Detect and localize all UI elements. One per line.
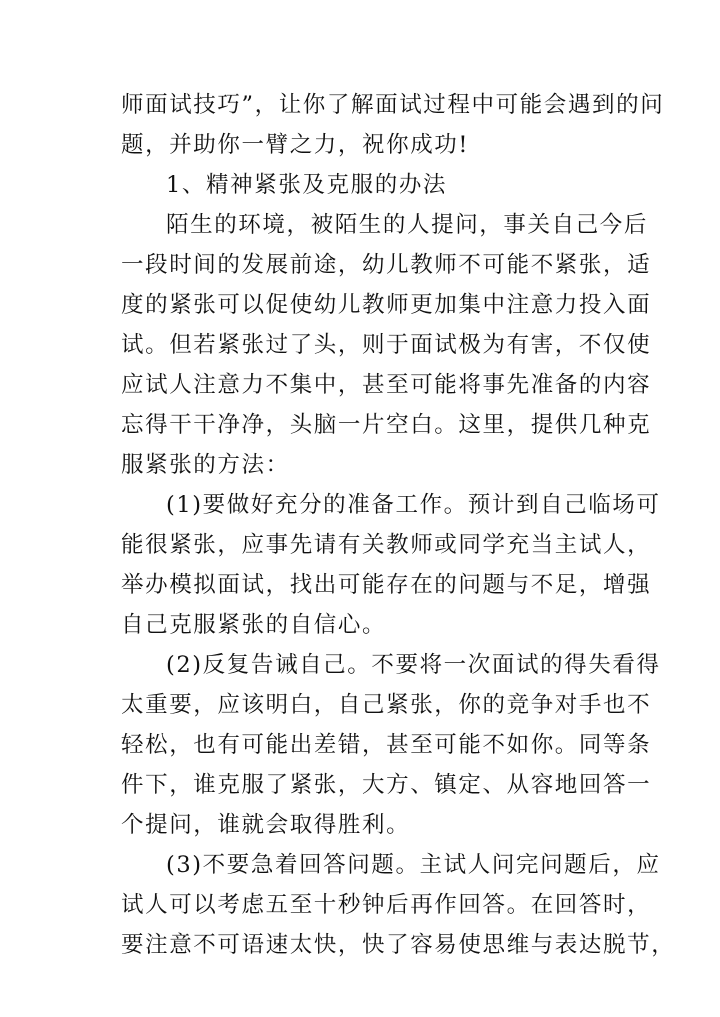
- text-line: 度的紧张可以促使幼儿教师更加集中注意力投入面: [121, 292, 652, 318]
- text-line: 应试人注意力不集中，甚至可能将事先准备的内容: [121, 372, 652, 398]
- text-line: 轻松，也有可能出差错，甚至可能不如你。同等条: [121, 732, 652, 758]
- text-line: 师面试技巧”，让你了解面试过程中可能会遇到的问: [121, 92, 665, 118]
- text-line: 太重要，应该明白，自己紧张，你的竞争对手也不: [121, 692, 652, 718]
- section-heading: 1、精神紧张及克服的办法: [166, 172, 448, 198]
- text-line: (3)不要急着回答问题。主试人问完问题后，应: [166, 852, 661, 878]
- text-line: 自己克服紧张的自信心。: [121, 612, 387, 638]
- text-line: 试人可以考虑五至十秒钟后再作回答。在回答时，: [121, 892, 652, 918]
- text-line: 陌生的环境，被陌生的人提问，事关自己今后: [166, 212, 649, 238]
- text-line: 能很紧张，应事先请有关教师或同学充当主试人，: [121, 532, 652, 558]
- text-line: 忘得干干净净，头脑一片空白。这里，提供几种克: [121, 412, 652, 438]
- text-line: 一段时间的发展前途，幼儿教师不可能不紧张，适: [121, 252, 652, 278]
- text-line: (2)反复告诫自己。不要将一次面试的得失看得: [166, 652, 661, 678]
- text-line: 件下，谁克服了紧张，大方、镇定、从容地回答一: [121, 772, 652, 798]
- text-line: (1)要做好充分的准备工作。预计到自己临场可: [166, 492, 661, 518]
- text-line: 服紧张的方法：: [121, 452, 290, 478]
- text-line: 题，并助你一臂之力，祝你成功!: [121, 132, 470, 158]
- text-line: 要注意不可语速太快，快了容易使思维与表达脱节，: [121, 932, 676, 958]
- text-line: 举办模拟面试，找出可能存在的问题与不足，增强: [121, 572, 652, 598]
- text-line: 个提问，谁就会取得胜利。: [121, 812, 411, 838]
- text-line: 试。但若紧张过了头，则于面试极为有害，不仅使: [121, 332, 652, 358]
